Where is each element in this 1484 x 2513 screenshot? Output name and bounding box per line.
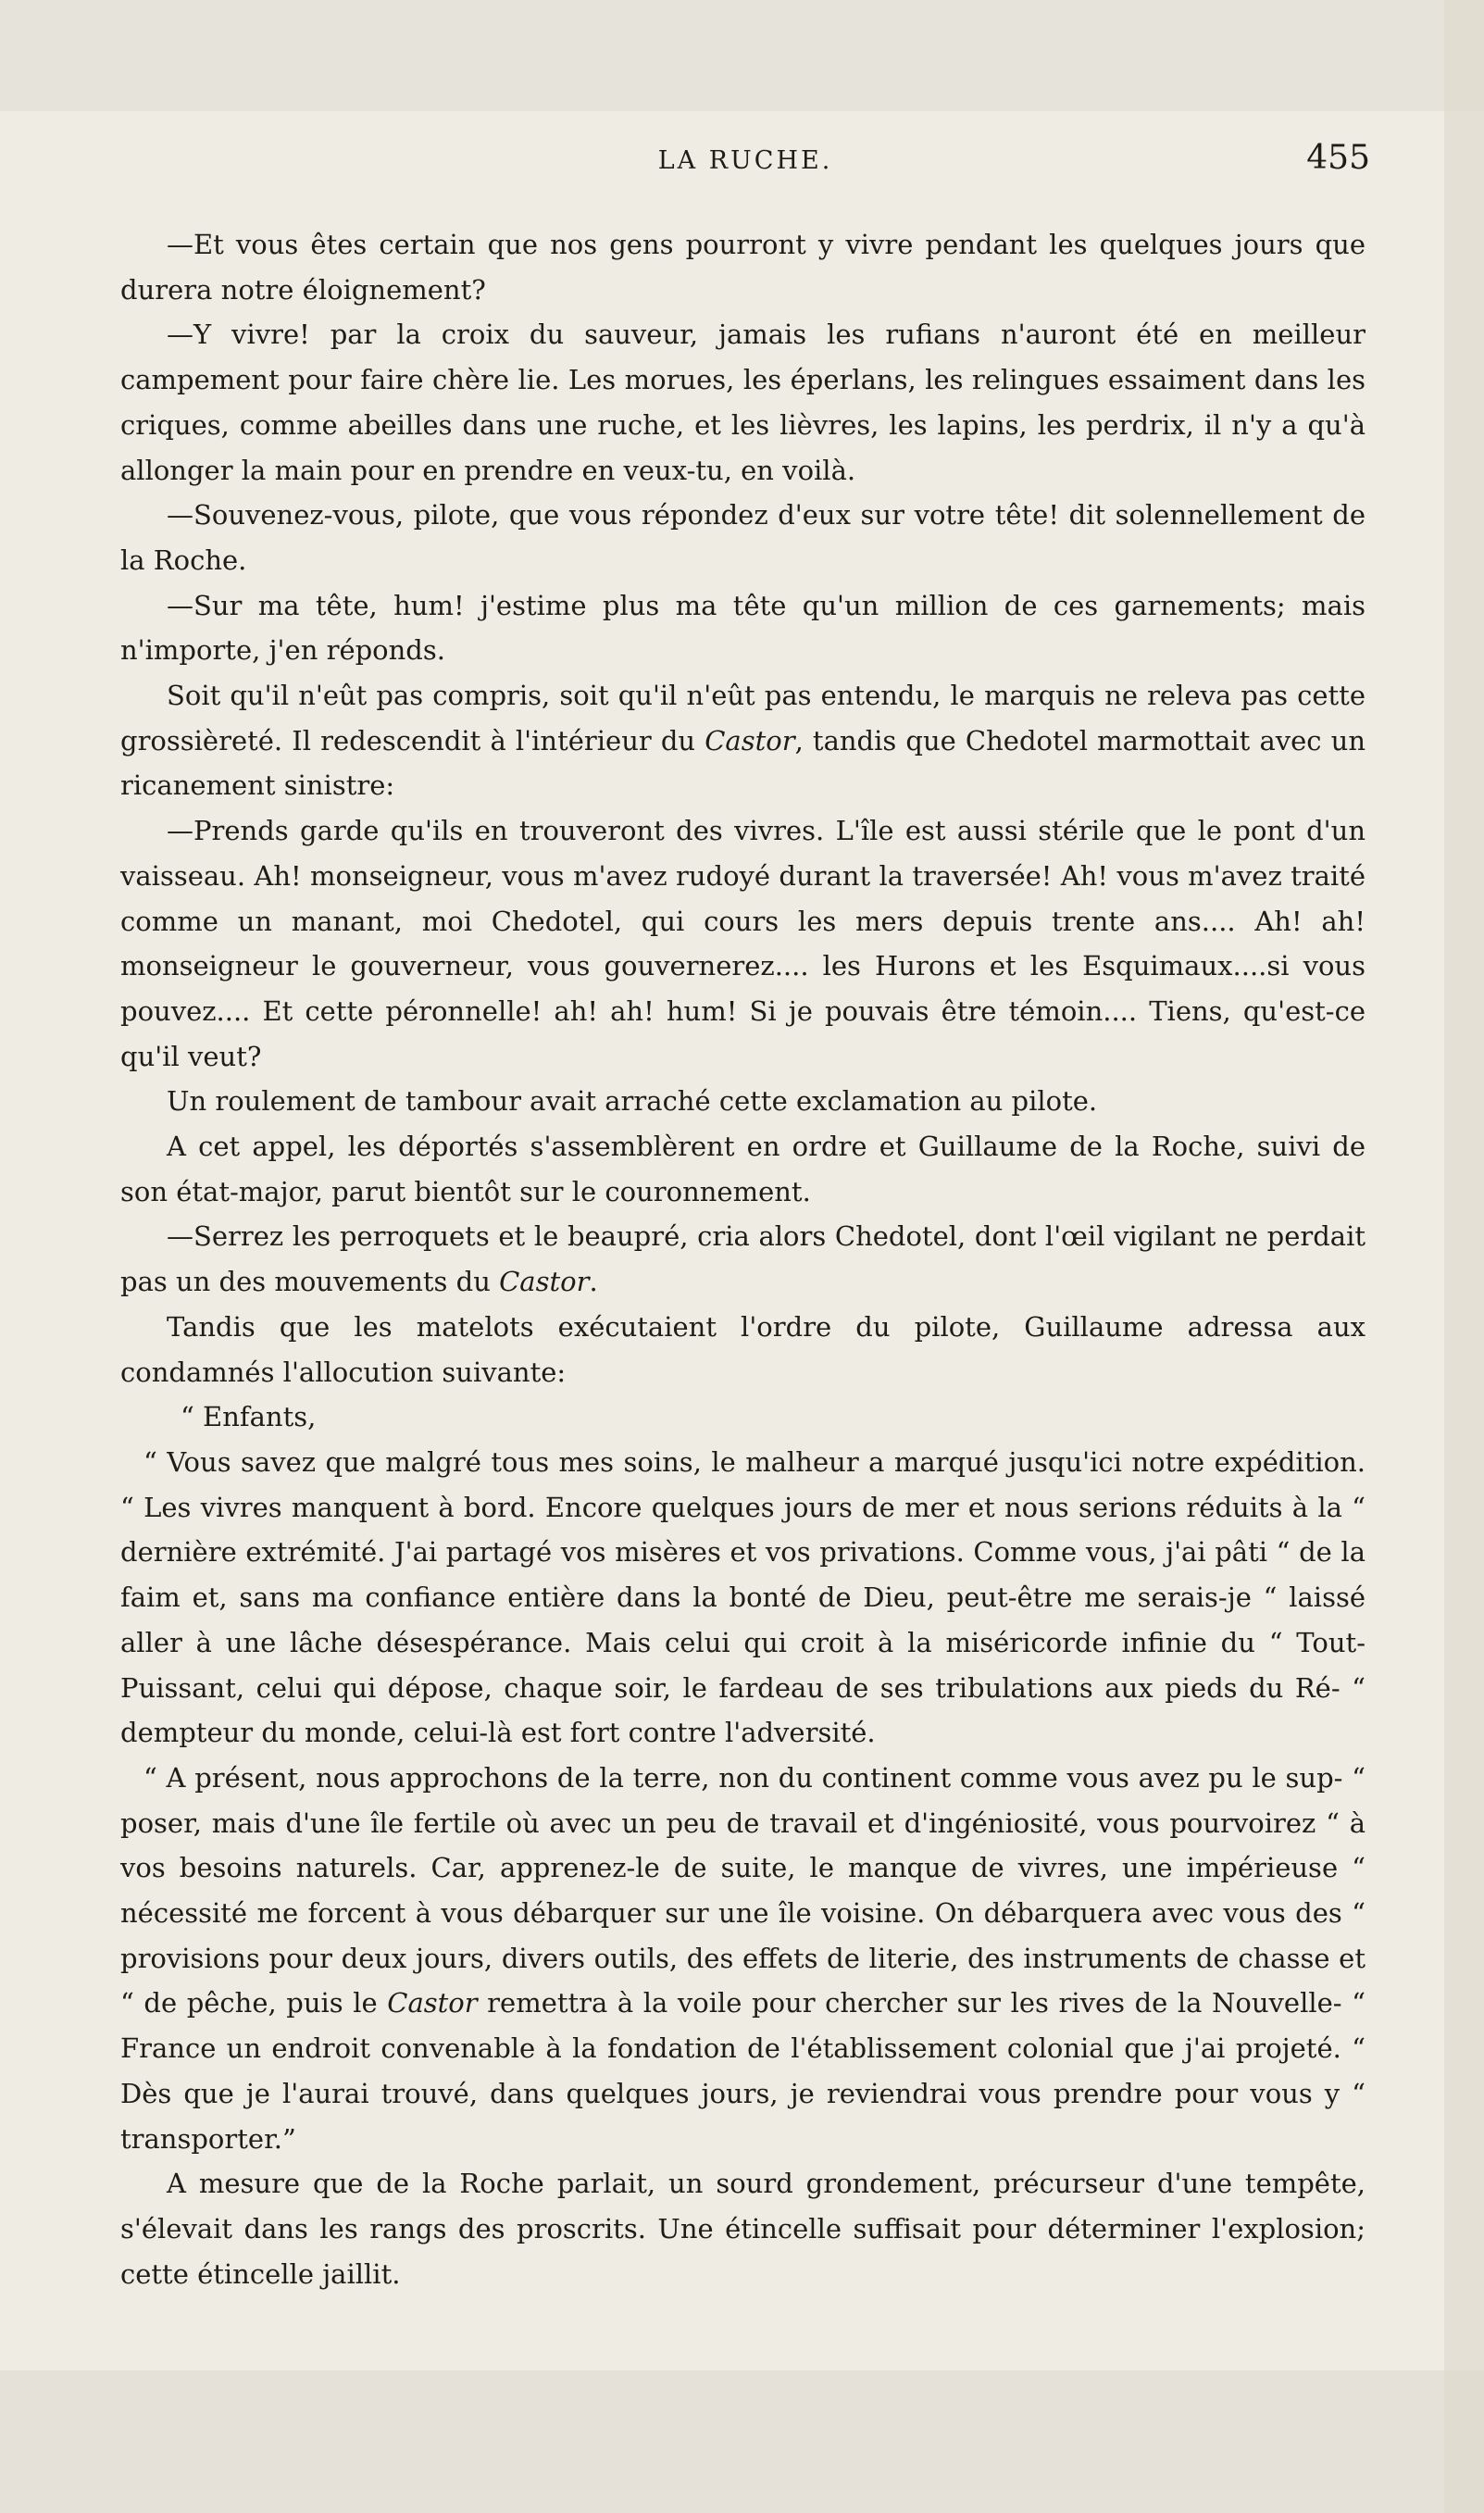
paragraph-8: A cet appel, les déportés s'assemblèrent en ordre et Guillaume de la Roche, suivi de son état-major, parut bientôt sur le couronnement.: [120, 1131, 1366, 1207]
running-title: LA RUCHE.: [657, 146, 833, 175]
ship-name: Castor: [705, 724, 795, 756]
paragraph-4: —Sur ma tête, hum! j'estime plus ma tête qu'un million de ces garnements; mais n'importe, j'en réponds.: [120, 589, 1366, 667]
paragraph-2: —Y vivre! par la croix du sauveur, jamais les rufians n'auront été en meilleur campement pour faire chère lie. Les morues, les éperlans, les relingues essaiment dans les criques, comme abeilles dans une ruche, et les lièvres, les lapins, les perdrix, il n'y a qu'à allonger la main pour en prendre en veux-tu, en voilà.: [120, 319, 1366, 486]
paragraph-9: —Serrez les perroquets et le beaupré, cria alors Chedotel, dont l'œil vigilant ne perdait pas un des mouvements du Castor.: [120, 1220, 1366, 1298]
address-paragraph-2: “ A présent, nous approchons de la terre, non du continent comme vous avez pu le sup- “ poser, mais d'une île fertile où avec un peu de travail et d'ingéniosité, vous pourvoirez “ à vos besoins naturels. Car, apprenez-le de suite, le manque de vivres, une impérieuse “ nécessité me forcent à vous débarquer sur une île voisine. On débarquera avec vous des “ provisions pour deux jours, divers outils, des effets de literie, des instruments de chasse et “ de pêche, puis le Castor remettra à la voile pour chercher sur les rives de la Nouvelle- “ France un endroit convenable à la fondation de l'établissement colonial que j'ai projeté. “ Dès que je l'aurai trouvé, dans quelques jours, je reviendrai vous prendre pour vous y “ transporter.”: [120, 1761, 1366, 2155]
paragraph-6: —Prends garde qu'ils en trouveront des vivres. L'île est aussi stérile que le pont d'un vaisseau. Ah! monseigneur, vous m'avez rudoyé durant la traversée! Ah! vous m'avez traité comme un manant, moi Chedotel, qui cours les mers depuis trente ans.... Ah! ah! monseigneur le gouverneur, vous gouvernerez.... les Hurons et les Esquimaux....si vous pouvez.... Et cette péronnelle! ah! ah! hum! Si je pouvais être témoin.... Tiens, qu'est-ce qu'il veut?: [120, 815, 1366, 1072]
ship-name: Castor: [499, 1266, 590, 1298]
page-number: 455: [1306, 139, 1370, 177]
paragraph-1: —Et vous êtes certain que nos gens pourront y vivre pendant les quelques jours que durera notre éloignement?: [120, 229, 1366, 306]
address-paragraph-1: “ Vous savez que malgré tous mes soins, le malheur a marqué jusqu'ici notre expédition. “ Les vivres manquent à bord. Encore quelques jours de mer et nous serions réduits à la “ dernière extrémité. J'ai partagé vos misères et vos privations. Comme vous, j'ai pâti “ de la faim et, sans ma confiance entière dans la bonté de Dieu, peut-être me serais-je “ laissé aller à une lâche désespérance. Mais celui qui croit à la miséricorde infinie du “ Tout-Puissant, celui qui dépose, chaque soir, le fardeau de ses tribulations aux pieds du Ré- “ dempteur du monde, celui-là est fort contre l'adversité.: [120, 1445, 1366, 1749]
ship-name: Castor: [387, 1987, 478, 2019]
body-text: [120, 222, 1366, 2296]
page-header: [120, 139, 1370, 185]
address-salutation: “ Enfants,: [181, 1401, 317, 1433]
paragraph-7: Un roulement de tambour avait arraché cette exclamation au pilote.: [167, 1085, 1098, 1118]
paragraph-final: A mesure que de la Roche parlait, un sourd grondement, précurseur d'une tempête, s'élevait dans les rangs des proscrits. Une étincelle suffisait pour déterminer l'explosion; cette étincelle jaillit.: [120, 2168, 1366, 2290]
paragraph-10: Tandis que les matelots exécutaient l'ordre du pilote, Guillaume adressa aux condamnés l'allocution suivante:: [120, 1310, 1366, 1388]
paragraph-3: —Souvenez-vous, pilote, que vous répondez d'eux sur votre tête! dit solennellement de la Roche.: [120, 499, 1366, 576]
paragraph-5: Soit qu'il n'eût pas compris, soit qu'il n'eût pas entendu, le marquis ne releva pas cette grossièreté. Il redescendit à l'intérieur du Castor, tandis que Chedotel marmottait avec un ricanement sinistre:: [120, 680, 1366, 802]
